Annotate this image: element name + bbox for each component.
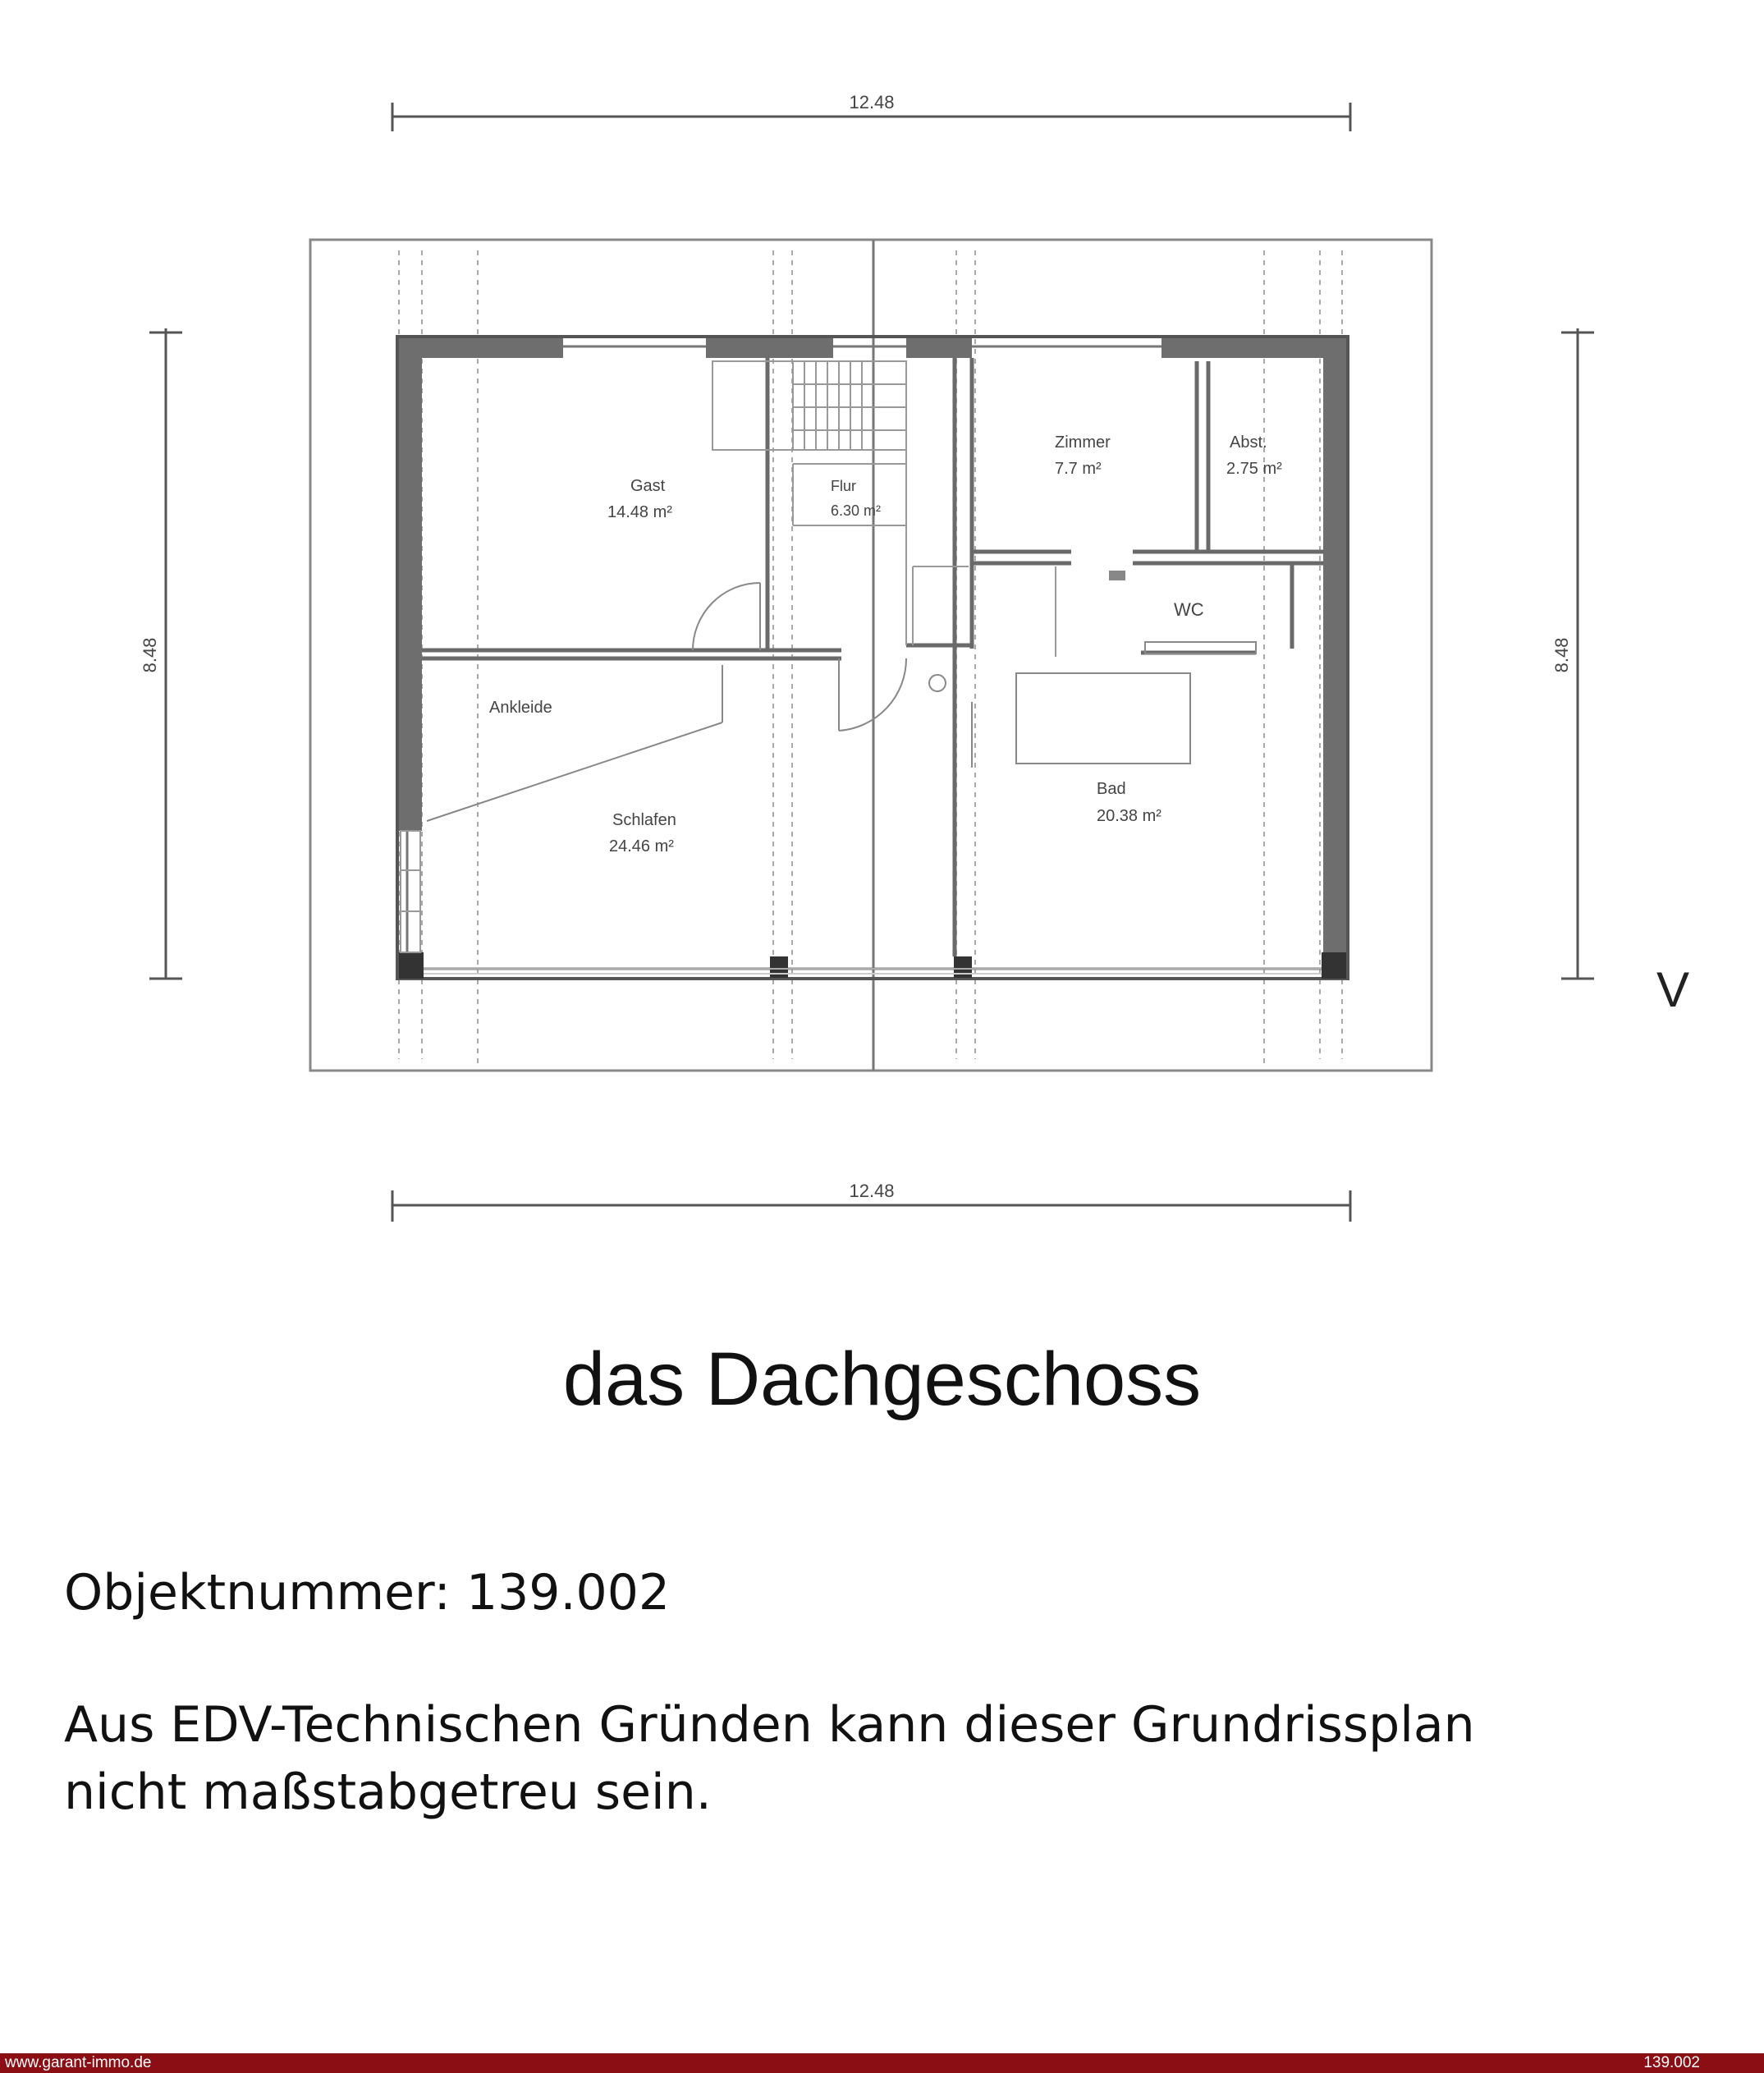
- room-flur-area: 6.30 m²: [831, 502, 882, 519]
- footer-object-number: 139.002: [1643, 2054, 1700, 2071]
- room-abst-area: 2.75 m²: [1226, 460, 1282, 478]
- sink: [929, 675, 946, 691]
- bathtub: [1016, 673, 1190, 764]
- room-bad-name: Bad: [1097, 780, 1126, 798]
- room-schlafen-name: Schlafen: [612, 811, 676, 829]
- dimension-lines: [149, 103, 1594, 1222]
- dim-bottom: 12.48: [849, 1181, 895, 1201]
- dim-right: 8.48: [1551, 637, 1572, 673]
- room-gast-name: Gast: [630, 477, 666, 495]
- room-ankleide-name: Ankleide: [489, 699, 552, 717]
- footer-website: www.garant-immo.de: [5, 2054, 152, 2071]
- room-flur-name: Flur: [831, 478, 856, 494]
- fixtures: [929, 571, 1256, 764]
- staircase: [712, 361, 1056, 657]
- dim-top: 12.48: [849, 92, 895, 112]
- disclaimer-line-2: nicht maßstabgetreu sein.: [64, 1763, 712, 1821]
- footer-bar: [0, 2053, 1764, 2073]
- dim-left: 8.48: [140, 637, 160, 673]
- object-number-line: [64, 1560, 670, 1626]
- disclaimer-line-1: Aus EDV-Technischen Gründen kann dieser Grundrissplan: [64, 1696, 1475, 1754]
- room-schlafen-area: 24.46 m²: [609, 837, 674, 855]
- room-wc-name: WC: [1174, 599, 1204, 620]
- room-gast-area: 14.48 m²: [607, 503, 672, 521]
- room-bad-area: 20.38 m²: [1097, 807, 1161, 825]
- disclaimer-text: [64, 1691, 1706, 1826]
- object-number-label: Objektnummer:: [64, 1564, 451, 1621]
- room-zimmer-name: Zimmer: [1055, 433, 1111, 452]
- room-zimmer-area: 7.7 m²: [1055, 460, 1102, 478]
- floor-title: das Dachgeschoss: [562, 1337, 1202, 1421]
- edge-glyph: V: [1656, 962, 1690, 1017]
- object-number-value: 139.002: [465, 1564, 671, 1621]
- room-abst-name: Abst.: [1230, 433, 1267, 452]
